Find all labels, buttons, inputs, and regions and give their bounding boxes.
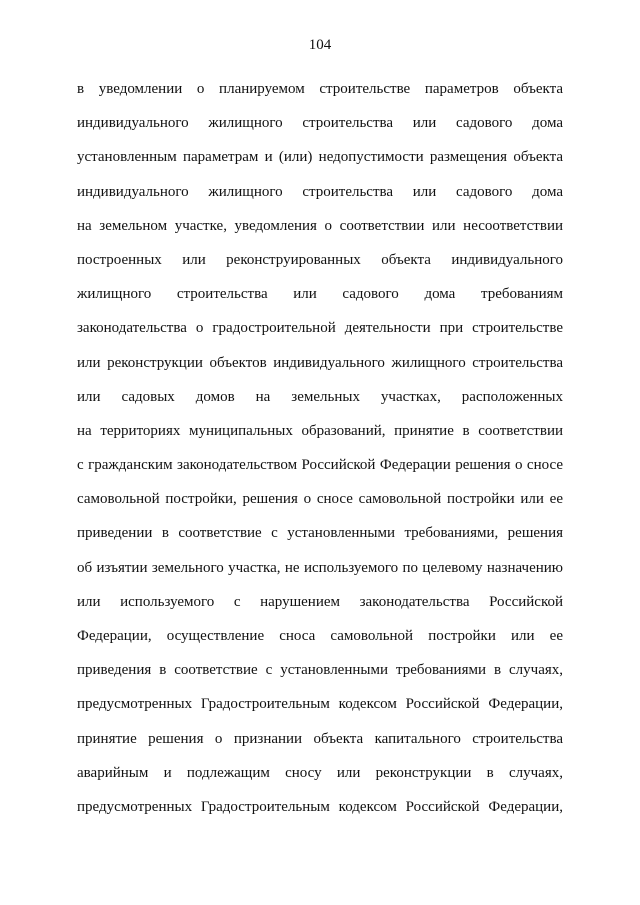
text-line: законодательства о градостроительной деятельности при строительстве (77, 320, 563, 337)
text-line: индивидуального жилищного строительства или садового дома (77, 115, 563, 132)
text-line: установленным параметрам и (или) недопустимости размещения объекта (77, 149, 563, 166)
text-line: в уведомлении о планируемом строительстве параметров объекта (77, 81, 563, 97)
text-line: Федерации, осуществление сноса самовольной постройки или ее (77, 628, 563, 644)
page-number: 104 (308, 37, 332, 53)
text-line: предусмотренных Градостроительным кодексом Российской Федерации, (77, 798, 563, 815)
text-line: принятие решения о признании объекта капитального строительства (77, 730, 563, 747)
text-line: или садовых домов на земельных участках, расположенных (77, 388, 563, 405)
text-line: на территориях муниципальных образований, принятие в соответствии (77, 422, 563, 439)
text-line: приведении в соответствие с установленными требованиями, решения (77, 525, 563, 542)
text-line: с гражданским законодательством Российской Федерации решения о сносе (77, 457, 563, 474)
text-line: или используемого с нарушением законодательства Российской (77, 593, 563, 610)
text-line: приведения в соответствие с установленными требованиями в случаях, (77, 662, 563, 679)
text-line: на земельном участке, уведомления о соответствии или несоответствии (77, 217, 563, 234)
text-line: об изъятии земельного участка, не используемого по целевому назначению (77, 559, 563, 576)
text-line: или реконструкции объектов индивидуального жилищного строительства (77, 354, 563, 371)
text-line: аварийным и подлежащим сносу или реконструкции в случаях, (77, 764, 563, 781)
body-text (77, 72, 563, 824)
text-line: жилищного строительства или садового дома требованиям (77, 286, 563, 303)
text-line: самовольной постройки, решения о сносе самовольной постройки или ее (77, 491, 563, 508)
text-line: предусмотренных Градостроительным кодексом Российской Федерации, (77, 696, 563, 713)
text-line: построенных или реконструированных объекта индивидуального (77, 251, 563, 268)
text-line: индивидуального жилищного строительства или садового дома (77, 183, 563, 200)
